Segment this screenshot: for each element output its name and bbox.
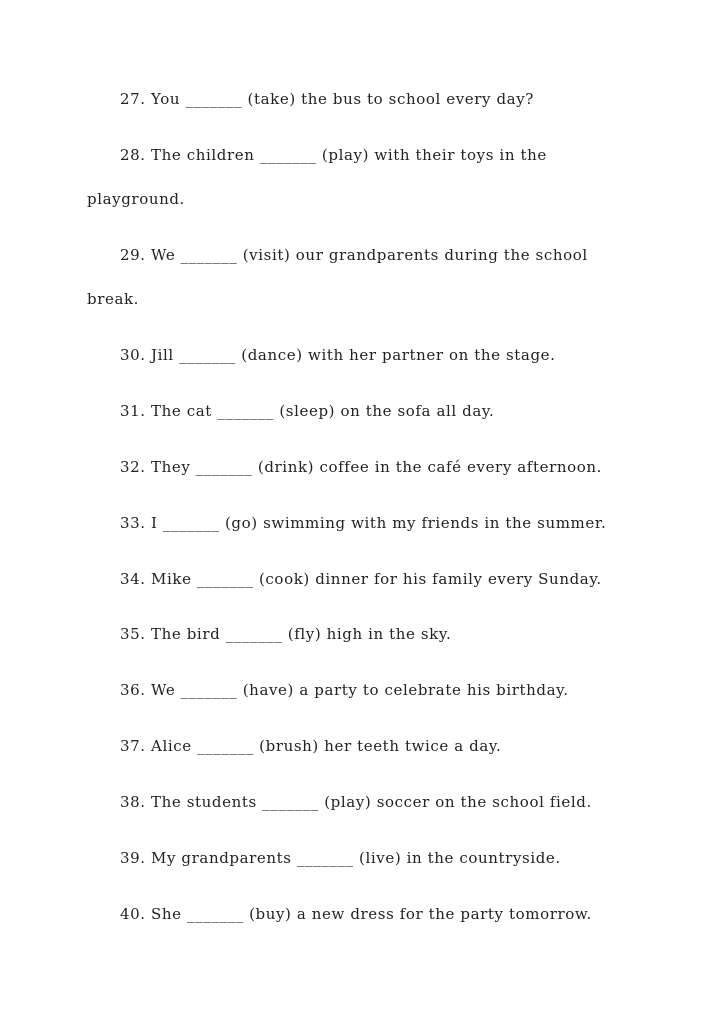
exercise-30: 30. Jill _______ (dance) with her partner on the stage. [120,346,556,364]
exercise-28-continued: playground. [87,190,185,208]
exercise-29-continued: break. [87,290,140,308]
exercise-34: 34. Mike _______ (cook) dinner for his family every Sunday. [120,570,602,588]
exercise-37: 37. Alice _______ (brush) her teeth twice a day. [120,737,502,755]
exercise-27: 27. You _______ (take) the bus to school every day? [120,90,534,108]
exercise-33: 33. I _______ (go) swimming with my friends in the summer. [120,514,607,532]
exercise-39: 39. My grandparents _______ (live) in the countryside. [120,849,561,867]
exercise-31: 31. The cat _______ (sleep) on the sofa all day. [120,402,495,420]
exercise-40: 40. She _______ (buy) a new dress for the party tomorrow. [120,905,592,923]
exercise-35: 35. The bird _______ (fly) high in the sky. [120,625,452,643]
exercise-29: 29. We _______ (visit) our grandparents during the school [120,246,588,264]
exercise-38: 38. The students _______ (play) soccer on the school field. [120,793,592,811]
exercise-32: 32. They _______ (drink) coffee in the café every afternoon. [120,458,602,476]
exercise-28: 28. The children _______ (play) with their toys in the [120,146,547,164]
exercise-36: 36. We _______ (have) a party to celebrate his birthday. [120,681,569,699]
